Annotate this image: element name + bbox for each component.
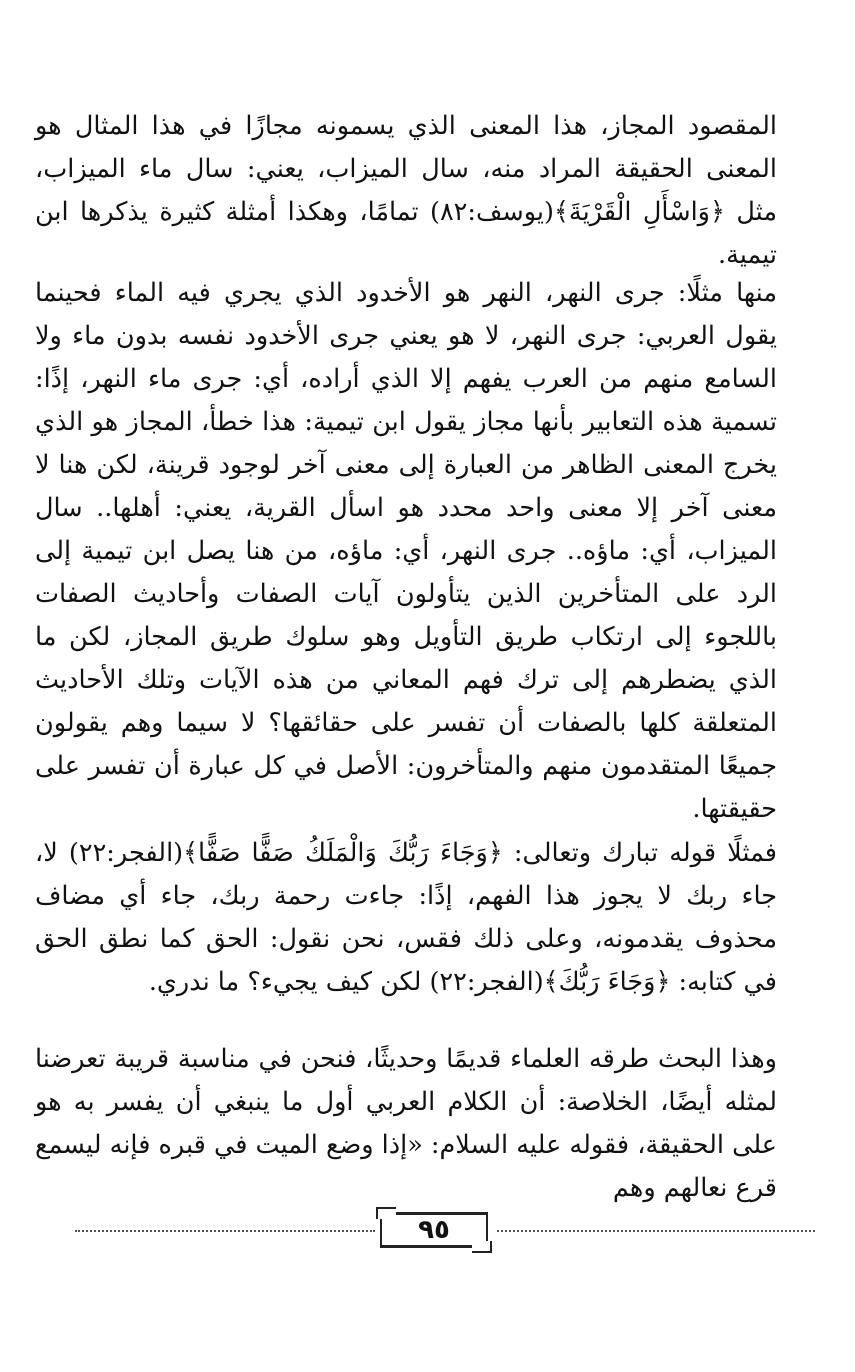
ornament-icon: [376, 1207, 396, 1219]
paragraph-1: المقصود المجاز، هذا المعنى الذي يسمونه مجازًا في هذا المثال هو المعنى الحقيقة المراد منه، سال الميزاب، يعني: سال ماء الميزاب، مثل ﴿وَاسْأَلِ الْقَرْيَةَ﴾(يوسف:٨٢) تمامًا، وهكذا أمثلة كثيرة يذكرها ابن تيمية.: [35, 111, 777, 270]
paragraph-3: فمثلًا قوله تبارك وتعالى: ﴿وَجَاءَ رَبُّكَ وَالْمَلَكُ صَفًّا صَفًّا﴾(الفجر:٢٢) لا، جاء ربك لا يجوز هذا الفهم، إذًا: جاءت رحمة ربك، جاء أي مضاف محذوف يقدمونه، وعلى ذلك فقس، نحن نقول: الحق كما نطق الحق في كتابه: ﴿وَجَاءَ رَبُّكَ﴾(الفجر:٢٢) لكن كيف يجيء؟ ما ندري.: [35, 838, 778, 997]
page-number: ٩٥: [418, 1215, 450, 1245]
page-number-frame: [380, 1212, 488, 1248]
footer-dotted-rule-right: [497, 1230, 815, 1232]
ornament-icon: [472, 1241, 492, 1253]
paragraph-4: وهذا البحث طرقه العلماء قديمًا وحديثًا، فنحن في مناسبة قريبة تعرضنا لمثله أيضًا، الخلاصة: أن الكلام العربي أول ما ينبغي أن يفسر به هو على الحقيقة، فقوله عليه السلام: «إذا وضع الميت في قبره فإنه ليسمع قرع نعالهم وهم: [35, 1044, 777, 1203]
paragraph-2: منها مثلًا: جرى النهر، النهر هو الأخدود الذي يجري فيه الماء فحينما يقول العربي: جرى النهر، لا هو يعني جرى الأخدود نفسه بدون ماء ولا السامع منهم من العرب يفهم إلا الذي أراده، أي: جرى ماء النهر، إذًا: تسمية هذه التعابير بأنها مجاز يقول ابن تيمية: هذا خطأ، المجاز هو الذي يخرج المعنى الظاهر من العبارة إلى معنى آخر لوجود قرينة، لكن هنا لا معنى آخر إلا معنى واحد محدد هو اسأل القرية، يعني: أهلها.. سال الميزاب، أي: ماؤه.. جرى النهر، أي: ماؤه، من هنا يصل ابن تيمية إلى الرد على المتأخرين الذين يتأولون آيات الصفات وأحاديث الصفات باللجوء إلى ارتكاب طريق التأويل وهو سلوك طريق المجاز، لكن ما الذي يضطرهم إلى ترك فهم المعاني من هذه الآيات وتلك الأحاديث المتعلقة كلها بالصفات أن تفسر على حقائقها؟ لا سيما وهم يقولون جميعًا المتقدمون منهم والمتأخرون: الأصل في كل عبارة أن تفسر على حقيقتها.: [35, 278, 777, 824]
footer-dotted-rule-left: [75, 1230, 375, 1232]
